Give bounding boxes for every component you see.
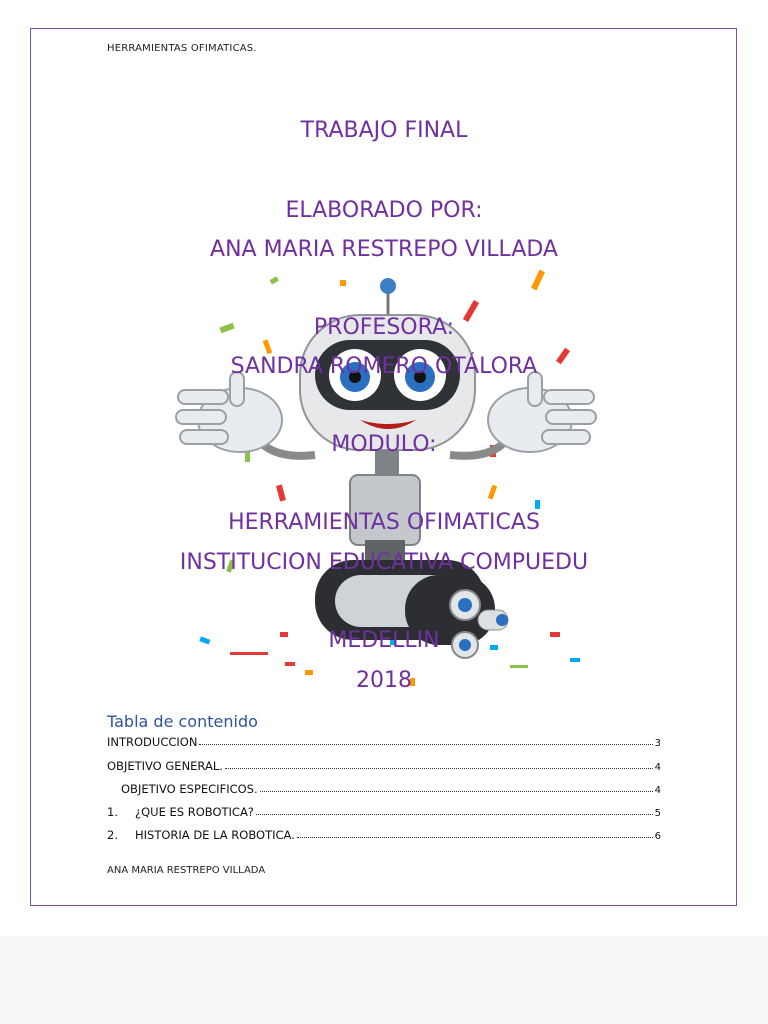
toc-entry[interactable] xyxy=(107,757,661,773)
modulo-name: HERRAMIENTAS OFIMATICAS xyxy=(228,510,540,535)
toc-leader xyxy=(256,814,653,815)
toc-entry[interactable] xyxy=(121,780,661,796)
elaborado-label: ELABORADO POR: xyxy=(285,198,483,223)
toc-entry-label: ¿QUE ES ROBOTICA? xyxy=(135,805,254,819)
toc-leader xyxy=(225,768,653,769)
toc-entry-label: OBJETIVO ESPECIFICOS. xyxy=(121,782,258,796)
profesora-name: SANDRA ROMERO OTÁLORA xyxy=(230,354,538,379)
city: MEDELLIN xyxy=(328,628,440,653)
toc-entry[interactable] xyxy=(107,803,661,819)
toc-entry-page: 3 xyxy=(654,738,661,749)
toc-leader xyxy=(199,744,652,745)
toc-entry-page: 6 xyxy=(654,831,661,842)
institucion-name: INSTITUCION EDUCATIVA COMPUEDU xyxy=(179,550,589,575)
toc-entry-label: INTRODUCCION xyxy=(107,735,198,749)
toc-entry[interactable] xyxy=(107,826,661,842)
toc-entry-page: 4 xyxy=(654,785,661,796)
profesora-label: PROFESORA: xyxy=(313,315,455,340)
toc-entry-page: 5 xyxy=(654,808,661,819)
toc-entry-number: 2. xyxy=(107,828,118,842)
toc-entry-label: HISTORIA DE LA ROBOTICA. xyxy=(135,828,295,842)
author-name: ANA MARIA RESTREPO VILLADA xyxy=(210,237,558,262)
toc-entry-page: 4 xyxy=(654,762,661,773)
toc-entry-number: 1. xyxy=(107,805,118,819)
toc-heading: Tabla de contenido xyxy=(107,712,258,731)
modulo-label: MODULO: xyxy=(331,432,437,457)
page-header: HERRAMIENTAS OFIMATICAS. xyxy=(107,43,257,54)
cover-title: TRABAJO FINAL xyxy=(300,118,468,143)
toc-leader xyxy=(260,791,653,792)
year: 2018 xyxy=(356,668,412,693)
toc-entry-label: OBJETIVO GENERAL. xyxy=(107,759,223,773)
toc-leader xyxy=(297,837,653,838)
toc-entry[interactable] xyxy=(107,733,661,749)
page-footer: ANA MARIA RESTREPO VILLADA xyxy=(107,865,266,876)
